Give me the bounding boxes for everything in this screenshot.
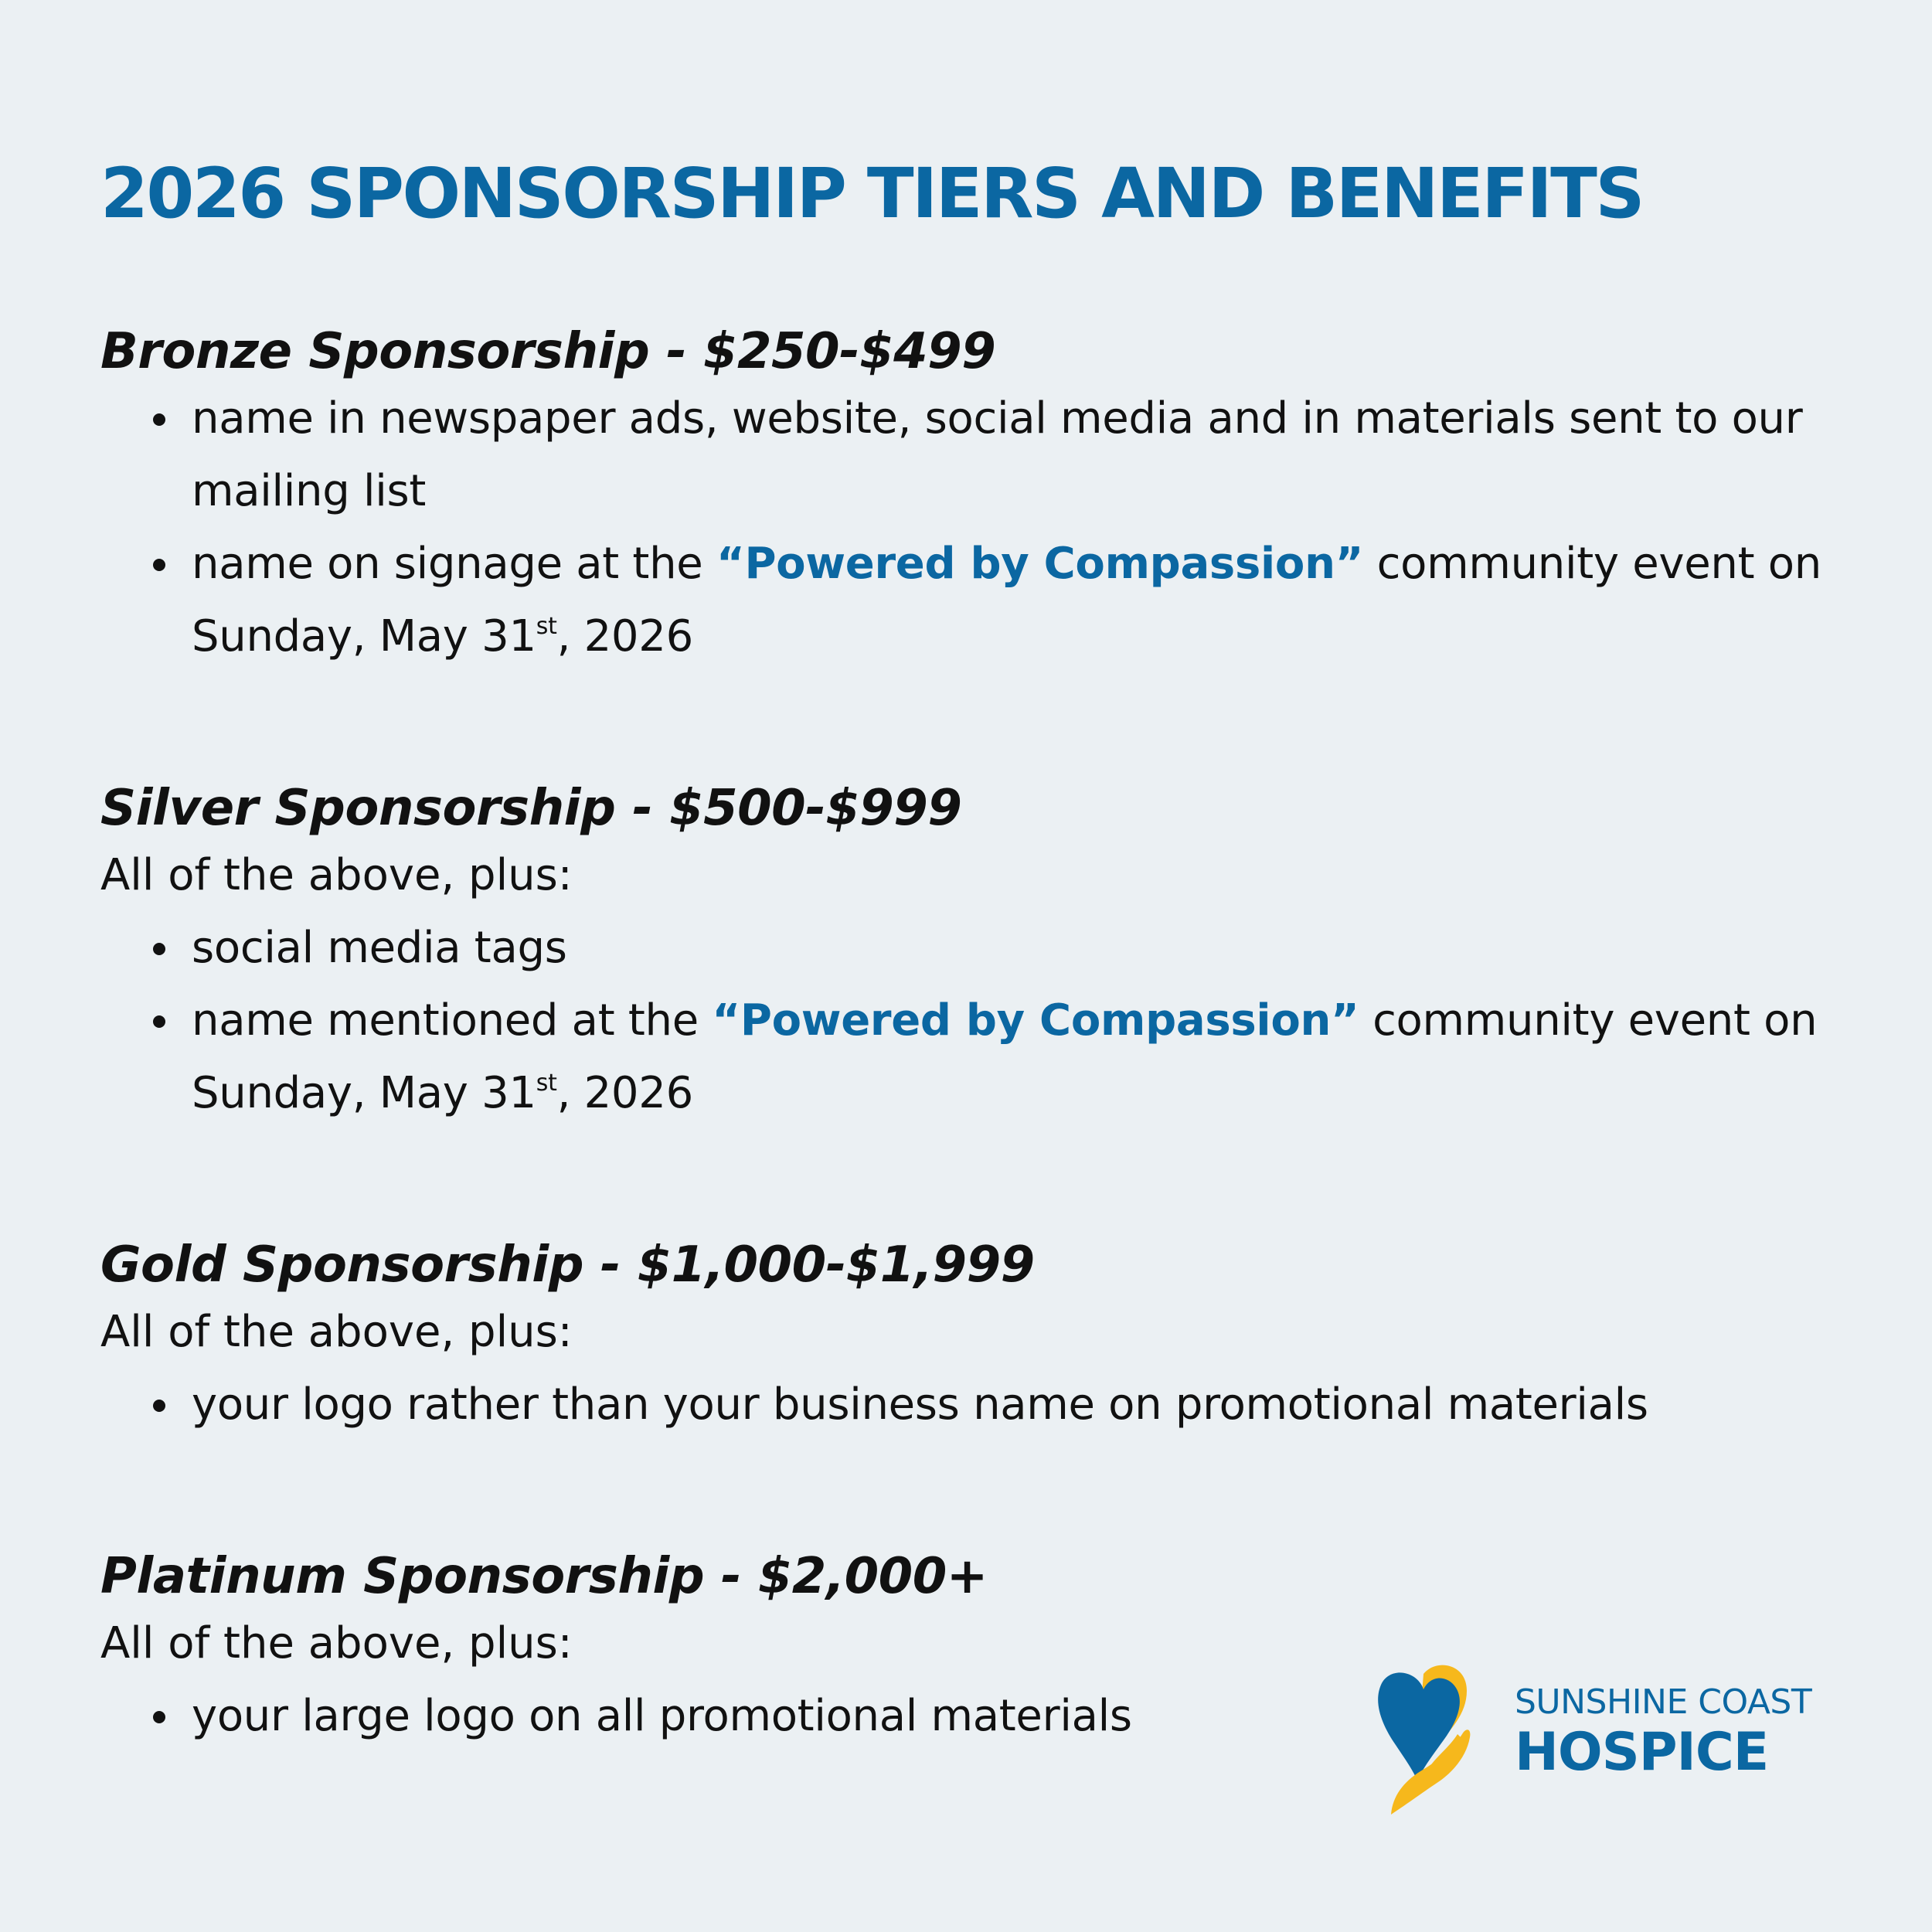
tier-heading: Platinum Sponsorship - $2,000+: [100, 1548, 988, 1605]
benefit-list: [100, 383, 1847, 673]
list-item: [100, 528, 1847, 673]
tiers-list: [100, 308, 1847, 1844]
logo-line-2: HOSPICE: [1515, 1722, 1769, 1783]
benefit-text-pre: name on signage at the: [192, 539, 716, 589]
tier-bronze: [100, 308, 1847, 673]
tier-silver: [100, 764, 1847, 1130]
event-name: “Powered by Compassion”: [716, 539, 1364, 589]
benefit-text-post: community event on Sunday, May 31: [192, 539, 1821, 662]
tier-gold: [100, 1221, 1847, 1441]
bullet-icon: [153, 1015, 165, 1028]
benefit-text: name in newspaper ads, website, social media and in materials sent to our mailing list: [192, 393, 1803, 516]
list-item: [100, 1369, 1847, 1441]
ordinal-suffix: st: [536, 1070, 557, 1097]
heart-hand-icon: [1376, 1660, 1476, 1815]
benefit-list: [100, 912, 1847, 1130]
bullet-icon: [153, 1711, 165, 1723]
benefit-text-tail: , 2026: [556, 611, 693, 662]
tier-heading: Bronze Sponsorship - $250-$499: [100, 323, 996, 380]
list-item: [100, 912, 1847, 985]
tier-heading: Silver Sponsorship - $500-$999: [100, 780, 962, 837]
bullet-icon: [153, 413, 165, 426]
hospice-logo: [1376, 1660, 1855, 1815]
benefit-text: your logo rather than your business name on promotional materials: [192, 1379, 1648, 1430]
benefit-text: your large logo on all promotional materials: [192, 1691, 1132, 1741]
list-item: [100, 383, 1847, 528]
logo-line-1: SUNSHINE COAST: [1515, 1682, 1812, 1722]
bullet-icon: [153, 943, 165, 955]
tier-intro: All of the above, plus:: [100, 1618, 573, 1668]
event-name: “Powered by Compassion”: [712, 995, 1359, 1046]
tier-intro: All of the above, plus:: [100, 1307, 573, 1357]
benefit-text-post: community event on Sunday, May 31: [192, 995, 1818, 1118]
tier-intro: All of the above, plus:: [100, 850, 573, 900]
ordinal-suffix: st: [536, 613, 557, 640]
benefit-list: [100, 1369, 1847, 1441]
tier-heading: Gold Sponsorship - $1,000-$1,999: [100, 1236, 1035, 1294]
list-item: [100, 985, 1847, 1130]
benefit-text-tail: , 2026: [556, 1068, 693, 1118]
benefit-text-pre: name mentioned at the: [192, 995, 713, 1046]
page-title: 2026 SPONSORSHIP TIERS AND BENEFITS: [100, 153, 1643, 233]
bullet-icon: [153, 1400, 165, 1412]
bullet-icon: [153, 559, 165, 571]
benefit-text: social media tags: [192, 923, 567, 973]
